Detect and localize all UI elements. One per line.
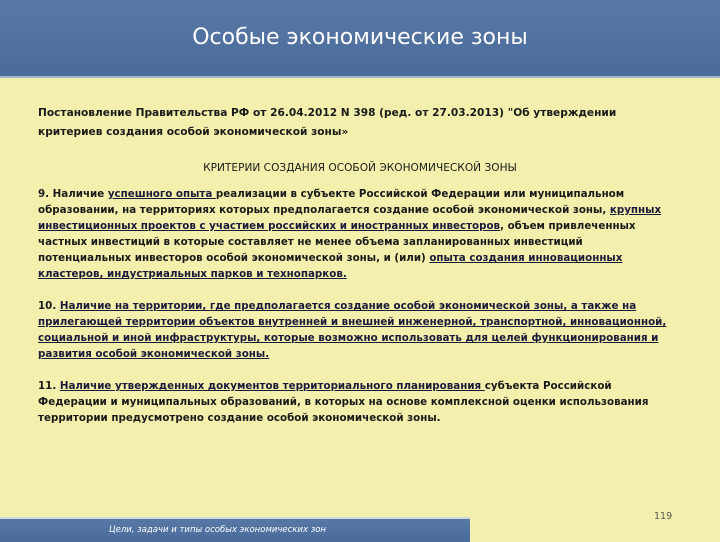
- criterion-9: [38, 186, 678, 282]
- footer-caption: Цели, задачи и типы особых экономических зон: [109, 525, 326, 535]
- criterion-10: [38, 298, 678, 362]
- page-number: 119: [654, 511, 673, 522]
- decree-reference: Постановление Правительства РФ от 26.04.2012 N 398 (ред. от 27.03.2013) "Об утверждении критериев создания особой экономической зоны»: [38, 107, 617, 138]
- criterion-9-number: 9. Наличие: [38, 188, 108, 200]
- criterion-9-link-experience: успешного опыта: [107, 188, 216, 200]
- criterion-10-number: 10.: [38, 300, 60, 312]
- criterion-9-link-clusters: опыта создания инновационных кластеров, индустриальных парков и технопарков.: [38, 252, 623, 280]
- criterion-11-number: 11.: [38, 380, 60, 392]
- criterion-9-link-projects: крупных инвестиционных проектов с участием российских и иностранных инвесторов: [38, 204, 662, 232]
- criterion-9-text-2: , объем привлеченных частных инвестиций в которые составляет не менее объема запланированных инвестиций потенциальных инвесторов особой экономической зоны, и (или): [38, 220, 636, 264]
- criterion-10-link-infrastructure: Наличие на территории, где предполагается создание особой экономической зоны, а также на прилегающей территории объектов внутренней и внешней инженерной, транспортной, инновационной, социальной и иной инфраструктуры, которые возможно использовать для целей функционирования и развития особой экономической зоны.: [38, 300, 667, 360]
- criterion-9-text: реализации в субъекте Российской Федерации или муниципальном образовании, на территориях которых предполагается создание особой экономической зоны,: [38, 188, 625, 216]
- criterion-11-link-documents: Наличие утвержденных документов территориального планирования: [59, 380, 485, 392]
- slide-title: Особые экономические зоны: [192, 25, 528, 50]
- criteria-heading: КРИТЕРИИ СОЗДАНИЯ ОСОБОЙ ЭКОНОМИЧЕСКОЙ ЗОНЫ: [203, 162, 517, 174]
- criteria-list: [38, 186, 678, 442]
- criterion-11-text: субъекта Российской Федерации и муниципальных образований, в которых на основе комплексной оценки использования территории предусмотрено создание особой экономической зоны.: [38, 380, 649, 424]
- criterion-11: [38, 378, 678, 426]
- footer-band: [0, 517, 470, 542]
